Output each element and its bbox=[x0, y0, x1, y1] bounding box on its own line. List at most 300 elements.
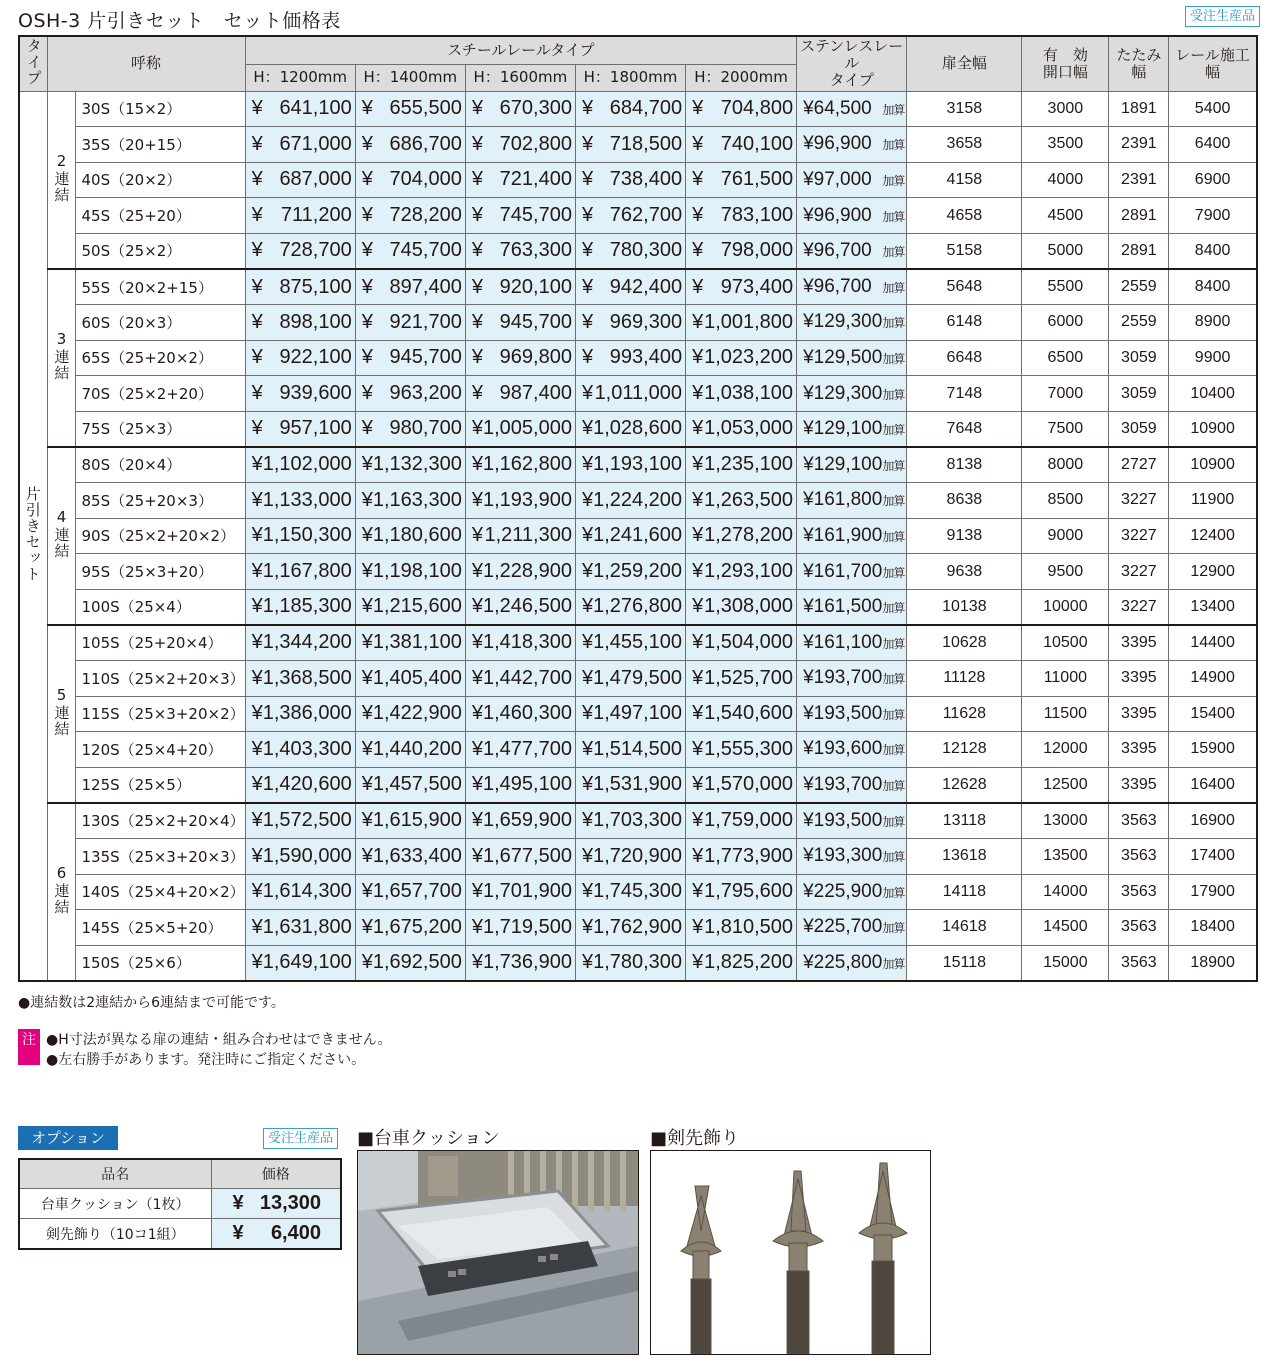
door-width: 15118 bbox=[907, 945, 1022, 981]
steel-price: ¥ 922,100 bbox=[245, 340, 355, 376]
rail-width: 15400 bbox=[1169, 696, 1257, 732]
steel-price: ¥ 641,100 bbox=[245, 91, 355, 127]
spear-photo-title: ■剣先飾り bbox=[650, 1128, 740, 1149]
opening-width: 10000 bbox=[1022, 589, 1109, 625]
steel-price: ¥ 1,825,200 bbox=[686, 945, 797, 981]
cushion-photo-title: ■台車クッション bbox=[357, 1128, 500, 1149]
rail-width: 15900 bbox=[1169, 732, 1257, 768]
steel-price: ¥ 1,246,500 bbox=[465, 589, 575, 625]
stainless-price: ¥193,500 加算 bbox=[797, 803, 907, 839]
steel-price: ¥ 987,400 bbox=[465, 376, 575, 412]
steel-price: ¥ 1,677,500 bbox=[465, 838, 575, 874]
opening-width: 12500 bbox=[1022, 767, 1109, 803]
table-row bbox=[19, 554, 1257, 590]
table-row bbox=[19, 162, 1257, 198]
opening-width: 3000 bbox=[1022, 91, 1109, 127]
folded-width: 3227 bbox=[1109, 589, 1169, 625]
connection-group-label: 2連結 bbox=[47, 91, 75, 269]
door-width: 10138 bbox=[907, 589, 1022, 625]
steel-price: ¥ 1,053,000 bbox=[686, 411, 797, 447]
steel-price: ¥ 1,477,700 bbox=[465, 732, 575, 768]
folded-width: 3395 bbox=[1109, 696, 1169, 732]
steel-price: ¥ 1,005,000 bbox=[465, 411, 575, 447]
table-row bbox=[19, 518, 1257, 554]
door-width: 11628 bbox=[907, 696, 1022, 732]
rail-width: 14900 bbox=[1169, 661, 1257, 697]
steel-price: ¥ 1,514,500 bbox=[575, 732, 685, 768]
stainless-price: ¥193,500 加算 bbox=[797, 696, 907, 732]
folded-width: 2391 bbox=[1109, 162, 1169, 198]
opening-width: 5000 bbox=[1022, 233, 1109, 269]
stainless-price: ¥129,500 加算 bbox=[797, 340, 907, 376]
stainless-price: ¥225,700 加算 bbox=[797, 910, 907, 946]
model-name: 115S（25×3+20×2） bbox=[75, 696, 245, 732]
steel-price: ¥ 1,719,500 bbox=[465, 910, 575, 946]
cushion-illustration bbox=[358, 1151, 638, 1354]
steel-price: ¥ 1,614,300 bbox=[245, 874, 355, 910]
steel-price: ¥ 704,000 bbox=[355, 162, 465, 198]
height-header: H：1200mm bbox=[245, 64, 355, 91]
steel-price: ¥ 1,570,000 bbox=[686, 767, 797, 803]
table-row bbox=[19, 198, 1257, 234]
stainless-price: ¥97,000 加算 bbox=[797, 162, 907, 198]
note-line: ●連結数は2連結から6連結まで可能です。 bbox=[18, 995, 285, 1011]
steel-price: ¥ 1,308,000 bbox=[686, 589, 797, 625]
steel-price: ¥ 1,132,300 bbox=[355, 447, 465, 483]
opening-width: 9500 bbox=[1022, 554, 1109, 590]
steel-price: ¥ 1,703,300 bbox=[575, 803, 685, 839]
stainless-price: ¥161,100 加算 bbox=[797, 625, 907, 661]
steel-price: ¥ 728,200 bbox=[355, 198, 465, 234]
door-width: 9138 bbox=[907, 518, 1022, 554]
connection-group-label: 6連結 bbox=[47, 803, 75, 981]
opening-width: 11000 bbox=[1022, 661, 1109, 697]
folded-width: 2559 bbox=[1109, 269, 1169, 305]
steel-price: ¥ 1,701,900 bbox=[465, 874, 575, 910]
steel-price: ¥ 1,198,100 bbox=[355, 554, 465, 590]
steel-price: ¥ 687,000 bbox=[245, 162, 355, 198]
opening-width: 3500 bbox=[1022, 127, 1109, 163]
steel-price: ¥ 1,633,400 bbox=[355, 838, 465, 874]
steel-price: ¥ 1,657,700 bbox=[355, 874, 465, 910]
steel-price: ¥ 1,038,100 bbox=[686, 376, 797, 412]
rail-width: 7900 bbox=[1169, 198, 1257, 234]
spear-illustration bbox=[651, 1151, 930, 1354]
steel-price: ¥ 1,278,200 bbox=[686, 518, 797, 554]
steel-price: ¥ 1,193,900 bbox=[465, 483, 575, 519]
steel-price: ¥ 745,700 bbox=[465, 198, 575, 234]
table-row bbox=[19, 483, 1257, 519]
steel-price: ¥ 1,590,000 bbox=[245, 838, 355, 874]
stainless-price: ¥129,300 加算 bbox=[797, 305, 907, 341]
folded-width: 3395 bbox=[1109, 661, 1169, 697]
steel-price: ¥ 1,479,500 bbox=[575, 661, 685, 697]
table-row bbox=[19, 838, 1257, 874]
stainless-price: ¥193,300 加算 bbox=[797, 838, 907, 874]
folded-width: 3395 bbox=[1109, 767, 1169, 803]
steel-price: ¥ 763,300 bbox=[465, 233, 575, 269]
options-name-header: 品名 bbox=[19, 1159, 211, 1189]
table-row bbox=[19, 945, 1257, 981]
type-label: 片引きセット bbox=[19, 91, 47, 981]
rail-width: 11900 bbox=[1169, 483, 1257, 519]
steel-price: ¥ 969,800 bbox=[465, 340, 575, 376]
model-name: 150S（25×6） bbox=[75, 945, 245, 981]
steel-price: ¥ 980,700 bbox=[355, 411, 465, 447]
steel-price: ¥ 1,276,800 bbox=[575, 589, 685, 625]
steel-price: ¥ 1,228,900 bbox=[465, 554, 575, 590]
door-width: 13118 bbox=[907, 803, 1022, 839]
height-header: H：1600mm bbox=[465, 64, 575, 91]
steel-price: ¥ 1,540,600 bbox=[686, 696, 797, 732]
table-row bbox=[19, 661, 1257, 697]
cushion-photo bbox=[357, 1150, 639, 1355]
steel-price: ¥ 898,100 bbox=[245, 305, 355, 341]
door-width: 14118 bbox=[907, 874, 1022, 910]
option-name: 剣先飾り（10コ1組） bbox=[19, 1219, 211, 1250]
table-row bbox=[19, 874, 1257, 910]
model-name: 75S（25×3） bbox=[75, 411, 245, 447]
door-width: 7648 bbox=[907, 411, 1022, 447]
steel-price: ¥ 1,418,300 bbox=[465, 625, 575, 661]
opening-width: 13000 bbox=[1022, 803, 1109, 839]
steel-price: ¥ 798,000 bbox=[686, 233, 797, 269]
steel-price: ¥ 1,235,100 bbox=[686, 447, 797, 483]
table-row bbox=[19, 127, 1257, 163]
steel-price: ¥ 973,400 bbox=[686, 269, 797, 305]
door-width: 12628 bbox=[907, 767, 1022, 803]
model-name: 50S（25×2） bbox=[75, 233, 245, 269]
stainless-price: ¥161,800 加算 bbox=[797, 483, 907, 519]
steel-price: ¥ 1,163,300 bbox=[355, 483, 465, 519]
steel-price: ¥ 1,497,100 bbox=[575, 696, 685, 732]
folded-width: 3563 bbox=[1109, 874, 1169, 910]
door-width: 10628 bbox=[907, 625, 1022, 661]
door-width: 6648 bbox=[907, 340, 1022, 376]
type-header: タイプ bbox=[19, 36, 47, 91]
door-width: 12128 bbox=[907, 732, 1022, 768]
stainless-price: ¥193,700 加算 bbox=[797, 767, 907, 803]
folded-width: 3059 bbox=[1109, 340, 1169, 376]
steel-price: ¥ 875,100 bbox=[245, 269, 355, 305]
stainless-price: ¥225,800 加算 bbox=[797, 945, 907, 981]
option-row bbox=[19, 1219, 341, 1250]
steel-price: ¥ 1,720,900 bbox=[575, 838, 685, 874]
model-name: 135S（25×3+20×3） bbox=[75, 838, 245, 874]
page-title: OSH-3 片引きセット セット価格表 bbox=[18, 10, 341, 32]
folded-width-header: たたみ幅 bbox=[1109, 36, 1169, 91]
steel-price: ¥ 1,011,000 bbox=[575, 376, 685, 412]
door-width: 9638 bbox=[907, 554, 1022, 590]
steel-price: ¥ 969,300 bbox=[575, 305, 685, 341]
table-row bbox=[19, 589, 1257, 625]
rail-width: 8400 bbox=[1169, 233, 1257, 269]
door-width: 8638 bbox=[907, 483, 1022, 519]
folded-width: 3563 bbox=[1109, 910, 1169, 946]
rail-width: 9900 bbox=[1169, 340, 1257, 376]
steel-price: ¥ 1,150,300 bbox=[245, 518, 355, 554]
steel-price: ¥ 1,001,800 bbox=[686, 305, 797, 341]
rail-width: 16900 bbox=[1169, 803, 1257, 839]
rail-width: 16400 bbox=[1169, 767, 1257, 803]
steel-price: ¥ 1,405,400 bbox=[355, 661, 465, 697]
folded-width: 2891 bbox=[1109, 198, 1169, 234]
steel-price: ¥ 939,600 bbox=[245, 376, 355, 412]
steel-price: ¥ 1,504,000 bbox=[686, 625, 797, 661]
steel-price: ¥ 1,457,500 bbox=[355, 767, 465, 803]
steel-price: ¥ 1,675,200 bbox=[355, 910, 465, 946]
opening-width: 10500 bbox=[1022, 625, 1109, 661]
steel-price: ¥ 780,300 bbox=[575, 233, 685, 269]
stainless-price: ¥129,300 加算 bbox=[797, 376, 907, 412]
folded-width: 3227 bbox=[1109, 554, 1169, 590]
options-badge: 受注生産品 bbox=[263, 1128, 338, 1149]
opening-header: 有 効 開口幅 bbox=[1022, 36, 1109, 91]
steel-price: ¥ 686,700 bbox=[355, 127, 465, 163]
steel-price: ¥ 1,028,600 bbox=[575, 411, 685, 447]
spear-photo bbox=[650, 1150, 931, 1355]
rail-width: 12900 bbox=[1169, 554, 1257, 590]
steel-price: ¥ 1,762,900 bbox=[575, 910, 685, 946]
table-row bbox=[19, 803, 1257, 839]
model-name: 80S（20×4） bbox=[75, 447, 245, 483]
steel-price: ¥ 1,420,600 bbox=[245, 767, 355, 803]
rail-width: 5400 bbox=[1169, 91, 1257, 127]
stainless-price: ¥96,700 加算 bbox=[797, 233, 907, 269]
steel-price: ¥ 1,572,500 bbox=[245, 803, 355, 839]
folded-width: 1891 bbox=[1109, 91, 1169, 127]
opening-width: 14000 bbox=[1022, 874, 1109, 910]
model-name: 45S（25+20） bbox=[75, 198, 245, 234]
options-label: オプション bbox=[18, 1126, 118, 1150]
stainless-price: ¥161,700 加算 bbox=[797, 554, 907, 590]
rail-width-header: レール施工幅 bbox=[1169, 36, 1257, 91]
option-price: ¥ 6,400 bbox=[211, 1219, 341, 1250]
model-name: 105S（25+20×4） bbox=[75, 625, 245, 661]
steel-price: ¥ 1,440,200 bbox=[355, 732, 465, 768]
opening-width: 5500 bbox=[1022, 269, 1109, 305]
table-body bbox=[19, 91, 1257, 981]
steel-rail-header: スチールレールタイプ bbox=[245, 36, 796, 64]
folded-width: 3059 bbox=[1109, 376, 1169, 412]
steel-price: ¥ 1,810,500 bbox=[686, 910, 797, 946]
made-to-order-badge: 受注生産品 bbox=[1185, 6, 1260, 27]
steel-price: ¥ 897,400 bbox=[355, 269, 465, 305]
note-line: ●左右勝手があります。発注時にご指定ください。 bbox=[46, 1052, 366, 1068]
steel-price: ¥ 993,400 bbox=[575, 340, 685, 376]
table-row bbox=[19, 910, 1257, 946]
door-width: 6148 bbox=[907, 305, 1022, 341]
opening-width: 12000 bbox=[1022, 732, 1109, 768]
door-width: 7148 bbox=[907, 376, 1022, 412]
opening-width: 11500 bbox=[1022, 696, 1109, 732]
stainless-price: ¥161,900 加算 bbox=[797, 518, 907, 554]
opening-width: 6000 bbox=[1022, 305, 1109, 341]
opening-width: 8000 bbox=[1022, 447, 1109, 483]
option-row bbox=[19, 1189, 341, 1219]
rail-width: 17900 bbox=[1169, 874, 1257, 910]
steel-price: ¥ 1,615,900 bbox=[355, 803, 465, 839]
folded-width: 3563 bbox=[1109, 838, 1169, 874]
steel-price: ¥ 1,102,000 bbox=[245, 447, 355, 483]
folded-width: 2391 bbox=[1109, 127, 1169, 163]
model-name: 35S（20+15） bbox=[75, 127, 245, 163]
steel-price: ¥ 957,100 bbox=[245, 411, 355, 447]
steel-price: ¥ 1,403,300 bbox=[245, 732, 355, 768]
table-row bbox=[19, 340, 1257, 376]
folded-width: 3395 bbox=[1109, 625, 1169, 661]
model-name: 90S（25×2+20×2） bbox=[75, 518, 245, 554]
door-width: 3158 bbox=[907, 91, 1022, 127]
steel-price: ¥ 738,400 bbox=[575, 162, 685, 198]
connection-group-label: 3連結 bbox=[47, 269, 75, 447]
model-name: 140S（25×4+20×2） bbox=[75, 874, 245, 910]
stainless-price: ¥96,900 加算 bbox=[797, 127, 907, 163]
steel-price: ¥ 1,263,500 bbox=[686, 483, 797, 519]
model-name: 120S（25×4+20） bbox=[75, 732, 245, 768]
rail-width: 18400 bbox=[1169, 910, 1257, 946]
steel-price: ¥ 1,555,300 bbox=[686, 732, 797, 768]
steel-price: ¥ 1,531,900 bbox=[575, 767, 685, 803]
steel-price: ¥ 945,700 bbox=[465, 305, 575, 341]
table-row bbox=[19, 91, 1257, 127]
folded-width: 3227 bbox=[1109, 483, 1169, 519]
rail-width: 10400 bbox=[1169, 376, 1257, 412]
opening-width: 8500 bbox=[1022, 483, 1109, 519]
door-width: 5648 bbox=[907, 269, 1022, 305]
stainless-header: ステンレスレール タイプ bbox=[797, 36, 907, 91]
steel-price: ¥ 702,800 bbox=[465, 127, 575, 163]
steel-price: ¥ 1,422,900 bbox=[355, 696, 465, 732]
steel-price: ¥ 728,700 bbox=[245, 233, 355, 269]
steel-price: ¥ 1,193,100 bbox=[575, 447, 685, 483]
rail-width: 6900 bbox=[1169, 162, 1257, 198]
steel-price: ¥ 1,344,200 bbox=[245, 625, 355, 661]
rail-width: 10900 bbox=[1169, 447, 1257, 483]
table-row bbox=[19, 411, 1257, 447]
steel-price: ¥ 1,185,300 bbox=[245, 589, 355, 625]
stainless-price: ¥193,600 加算 bbox=[797, 732, 907, 768]
rail-width: 8400 bbox=[1169, 269, 1257, 305]
folded-width: 2727 bbox=[1109, 447, 1169, 483]
steel-price: ¥ 721,400 bbox=[465, 162, 575, 198]
option-price: ¥ 13,300 bbox=[211, 1189, 341, 1219]
steel-price: ¥ 1,736,900 bbox=[465, 945, 575, 981]
steel-price: ¥ 1,241,600 bbox=[575, 518, 685, 554]
model-name: 95S（25×3+20） bbox=[75, 554, 245, 590]
steel-price: ¥ 945,700 bbox=[355, 340, 465, 376]
name-header: 呼称 bbox=[47, 36, 245, 91]
table-row bbox=[19, 447, 1257, 483]
door-width: 4158 bbox=[907, 162, 1022, 198]
steel-price: ¥ 963,200 bbox=[355, 376, 465, 412]
model-name: 125S（25×5） bbox=[75, 767, 245, 803]
rail-width: 17400 bbox=[1169, 838, 1257, 874]
model-name: 85S（25+20×3） bbox=[75, 483, 245, 519]
table-row bbox=[19, 732, 1257, 768]
steel-price: ¥ 1,224,200 bbox=[575, 483, 685, 519]
door-width: 4658 bbox=[907, 198, 1022, 234]
steel-price: ¥ 1,215,600 bbox=[355, 589, 465, 625]
rail-width: 18900 bbox=[1169, 945, 1257, 981]
rail-width: 8900 bbox=[1169, 305, 1257, 341]
table-row bbox=[19, 696, 1257, 732]
model-name: 65S（25+20×2） bbox=[75, 340, 245, 376]
steel-price: ¥ 1,692,500 bbox=[355, 945, 465, 981]
model-name: 60S（20×3） bbox=[75, 305, 245, 341]
height-header: H：1800mm bbox=[575, 64, 685, 91]
folded-width: 3227 bbox=[1109, 518, 1169, 554]
steel-price: ¥ 1,745,300 bbox=[575, 874, 685, 910]
options-price-header: 価格 bbox=[211, 1159, 341, 1189]
steel-price: ¥ 671,000 bbox=[245, 127, 355, 163]
model-name: 30S（15×2） bbox=[75, 91, 245, 127]
steel-price: ¥ 1,293,100 bbox=[686, 554, 797, 590]
model-name: 55S（20×2+15） bbox=[75, 269, 245, 305]
steel-price: ¥ 1,442,700 bbox=[465, 661, 575, 697]
door-width-header: 扉全幅 bbox=[907, 36, 1022, 91]
door-width: 5158 bbox=[907, 233, 1022, 269]
steel-price: ¥ 1,368,500 bbox=[245, 661, 355, 697]
model-name: 145S（25×5+20） bbox=[75, 910, 245, 946]
steel-price: ¥ 1,631,800 bbox=[245, 910, 355, 946]
steel-price: ¥ 1,795,600 bbox=[686, 874, 797, 910]
opening-width: 4500 bbox=[1022, 198, 1109, 234]
stainless-price: ¥129,100 加算 bbox=[797, 411, 907, 447]
steel-price: ¥ 1,460,300 bbox=[465, 696, 575, 732]
table-row bbox=[19, 233, 1257, 269]
steel-price: ¥ 1,495,100 bbox=[465, 767, 575, 803]
table-row bbox=[19, 625, 1257, 661]
steel-price: ¥ 1,659,900 bbox=[465, 803, 575, 839]
table-row bbox=[19, 376, 1257, 412]
rail-width: 6400 bbox=[1169, 127, 1257, 163]
steel-price: ¥ 1,455,100 bbox=[575, 625, 685, 661]
steel-price: ¥ 1,773,900 bbox=[686, 838, 797, 874]
steel-price: ¥ 761,500 bbox=[686, 162, 797, 198]
table-row bbox=[19, 305, 1257, 341]
steel-price: ¥ 1,023,200 bbox=[686, 340, 797, 376]
opening-width: 15000 bbox=[1022, 945, 1109, 981]
steel-price: ¥ 1,259,200 bbox=[575, 554, 685, 590]
steel-price: ¥ 718,500 bbox=[575, 127, 685, 163]
rail-width: 14400 bbox=[1169, 625, 1257, 661]
door-width: 8138 bbox=[907, 447, 1022, 483]
steel-price: ¥ 1,525,700 bbox=[686, 661, 797, 697]
steel-price: ¥ 684,700 bbox=[575, 91, 685, 127]
rail-width: 13400 bbox=[1169, 589, 1257, 625]
table-row bbox=[19, 767, 1257, 803]
steel-price: ¥ 1,780,300 bbox=[575, 945, 685, 981]
stainless-price: ¥225,900 加算 bbox=[797, 874, 907, 910]
caution-mark: 注 bbox=[18, 1029, 40, 1065]
steel-price: ¥ 704,800 bbox=[686, 91, 797, 127]
stainless-price: ¥129,100 加算 bbox=[797, 447, 907, 483]
folded-width: 3059 bbox=[1109, 411, 1169, 447]
steel-price: ¥ 1,386,000 bbox=[245, 696, 355, 732]
rail-width: 12400 bbox=[1169, 518, 1257, 554]
stainless-price: ¥193,700 加算 bbox=[797, 661, 907, 697]
model-name: 110S（25×2+20×3） bbox=[75, 661, 245, 697]
opening-width: 6500 bbox=[1022, 340, 1109, 376]
table-row bbox=[19, 269, 1257, 305]
opening-width: 13500 bbox=[1022, 838, 1109, 874]
folded-width: 2891 bbox=[1109, 233, 1169, 269]
stainless-price: ¥96,900 加算 bbox=[797, 198, 907, 234]
stainless-price: ¥161,500 加算 bbox=[797, 589, 907, 625]
steel-price: ¥ 1,162,800 bbox=[465, 447, 575, 483]
model-name: 130S（25×2+20×4） bbox=[75, 803, 245, 839]
